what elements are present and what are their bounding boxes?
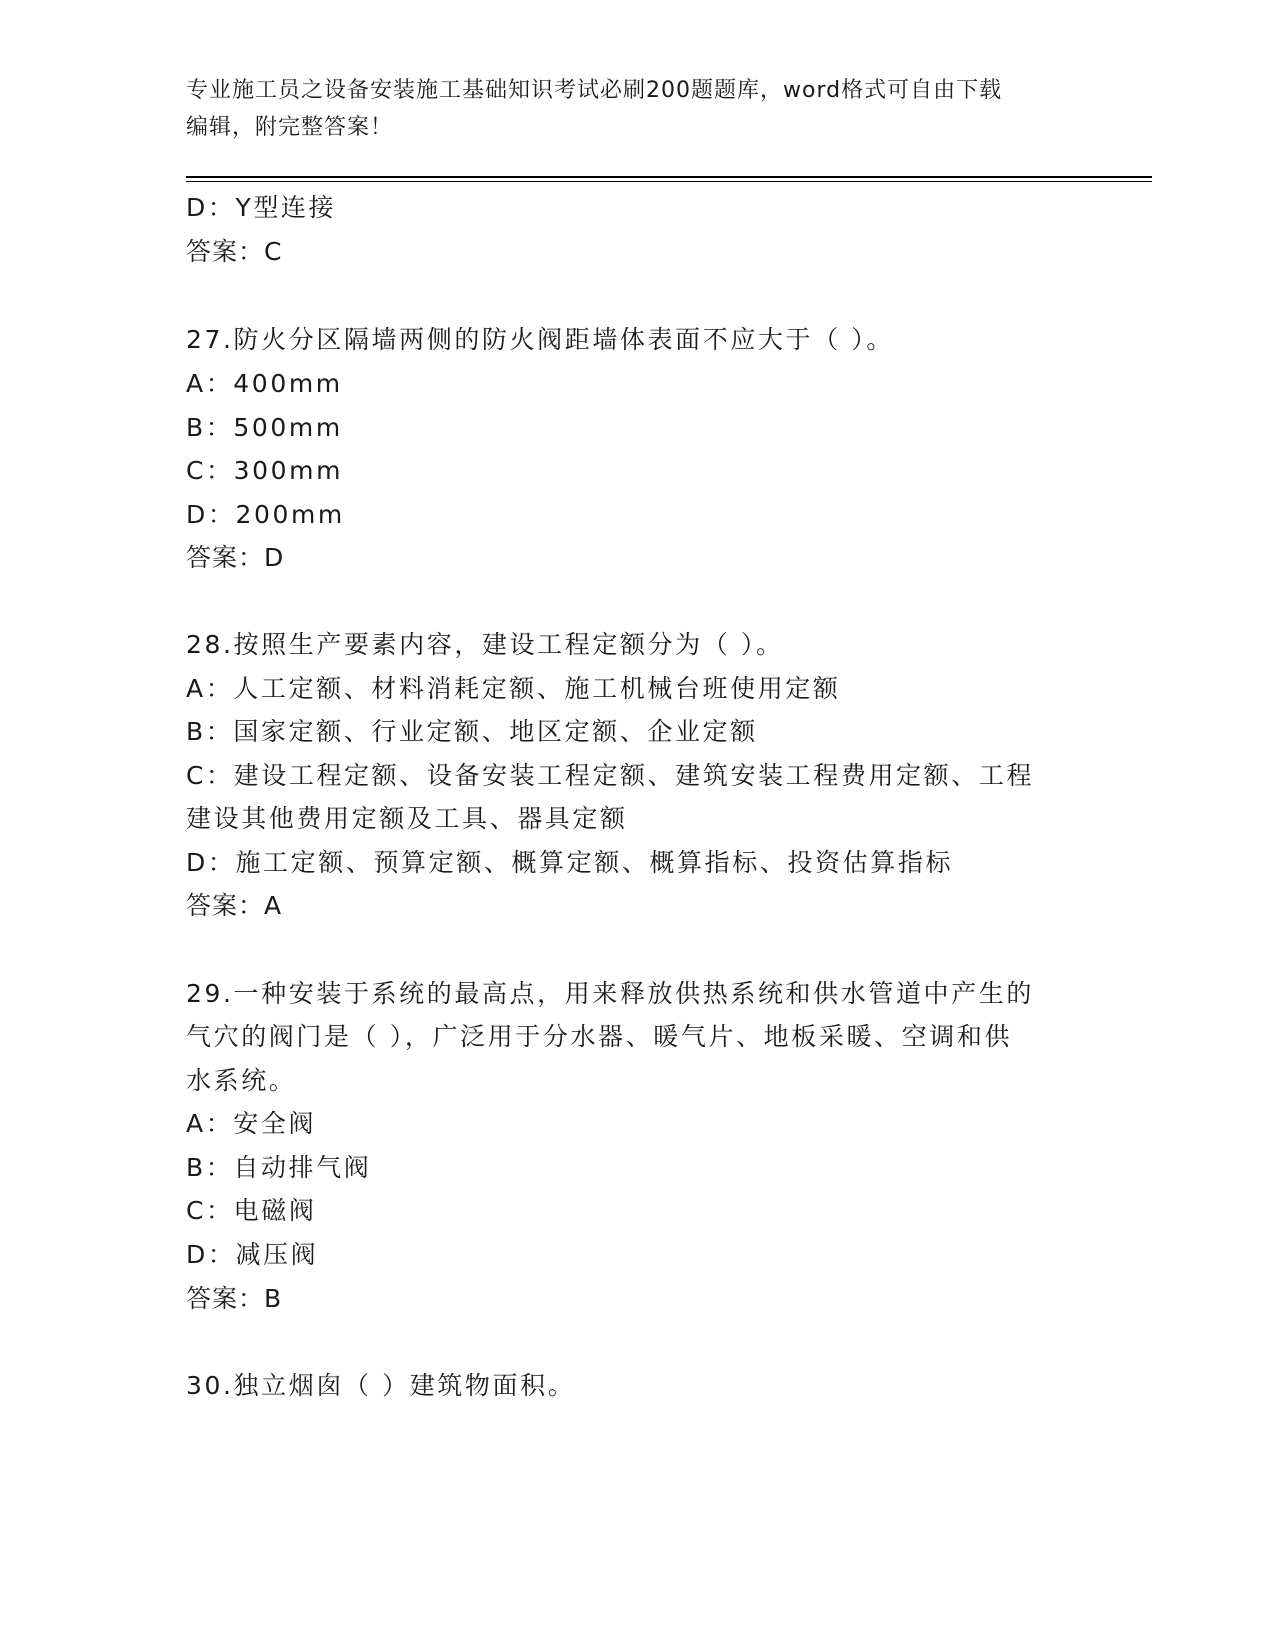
header-divider-thin [186, 181, 1152, 182]
header-title-line-1: 专业施工员之设备安装施工基础知识考试必刷200题题库，word格式可自由下载 [186, 78, 1003, 103]
header-divider-thick [186, 176, 1152, 178]
q29-option-b: B：自动排气阀 [186, 1153, 372, 1182]
document-header [186, 72, 1066, 146]
q26-answer: 答案：C [186, 237, 283, 266]
q29-option-d: D：减压阀 [186, 1240, 319, 1269]
q29-stem-line-1: 29.一种安装于系统的最高点，用来释放供热系统和供水管道中产生的 [186, 979, 1034, 1008]
q27-option-d: D：200mm [186, 500, 345, 529]
q27-stem: 27.防火分区隔墙两侧的防火阀距墙体表面不应大于（ ）。 [186, 325, 895, 354]
q27-answer: 答案：D [186, 543, 285, 572]
q29-stem-line-3: 水系统。 [186, 1066, 297, 1095]
q28-option-d: D：施工定额、预算定额、概算定额、概算指标、投资估算指标 [186, 848, 954, 877]
q27-option-b: B：500mm [186, 413, 343, 442]
q28-option-c-line-2: 建设其他费用定额及工具、器具定额 [186, 804, 628, 833]
q28-answer: 答案：A [186, 891, 283, 920]
header-title-line-2: 编辑，附完整答案！ [186, 115, 394, 140]
q28-option-b: B：国家定额、行业定额、地区定额、企业定额 [186, 717, 758, 746]
q29-stem-line-2: 气穴的阀门是（ ），广泛用于分水器、暖气片、地板采暖、空调和供 [186, 1022, 1013, 1051]
q28-stem: 28.按照生产要素内容，建设工程定额分为（ ）。 [186, 630, 784, 659]
q26-option-d: D：Y型连接 [186, 193, 337, 222]
q29-answer: 答案：B [186, 1284, 283, 1313]
q27-option-c: C：300mm [186, 456, 344, 485]
q29-option-c: C：电磁阀 [186, 1196, 317, 1225]
q29-option-a: A：安全阀 [186, 1109, 317, 1138]
q28-option-a: A：人工定额、材料消耗定额、施工机械台班使用定额 [186, 674, 841, 703]
q27-option-a: A：400mm [186, 369, 343, 398]
q30-stem: 30.独立烟囱（ ）建筑物面积。 [186, 1371, 576, 1400]
q28-option-c-line-1: C：建设工程定额、设备安装工程定额、建筑安装工程费用定额、工程 [186, 761, 1035, 790]
